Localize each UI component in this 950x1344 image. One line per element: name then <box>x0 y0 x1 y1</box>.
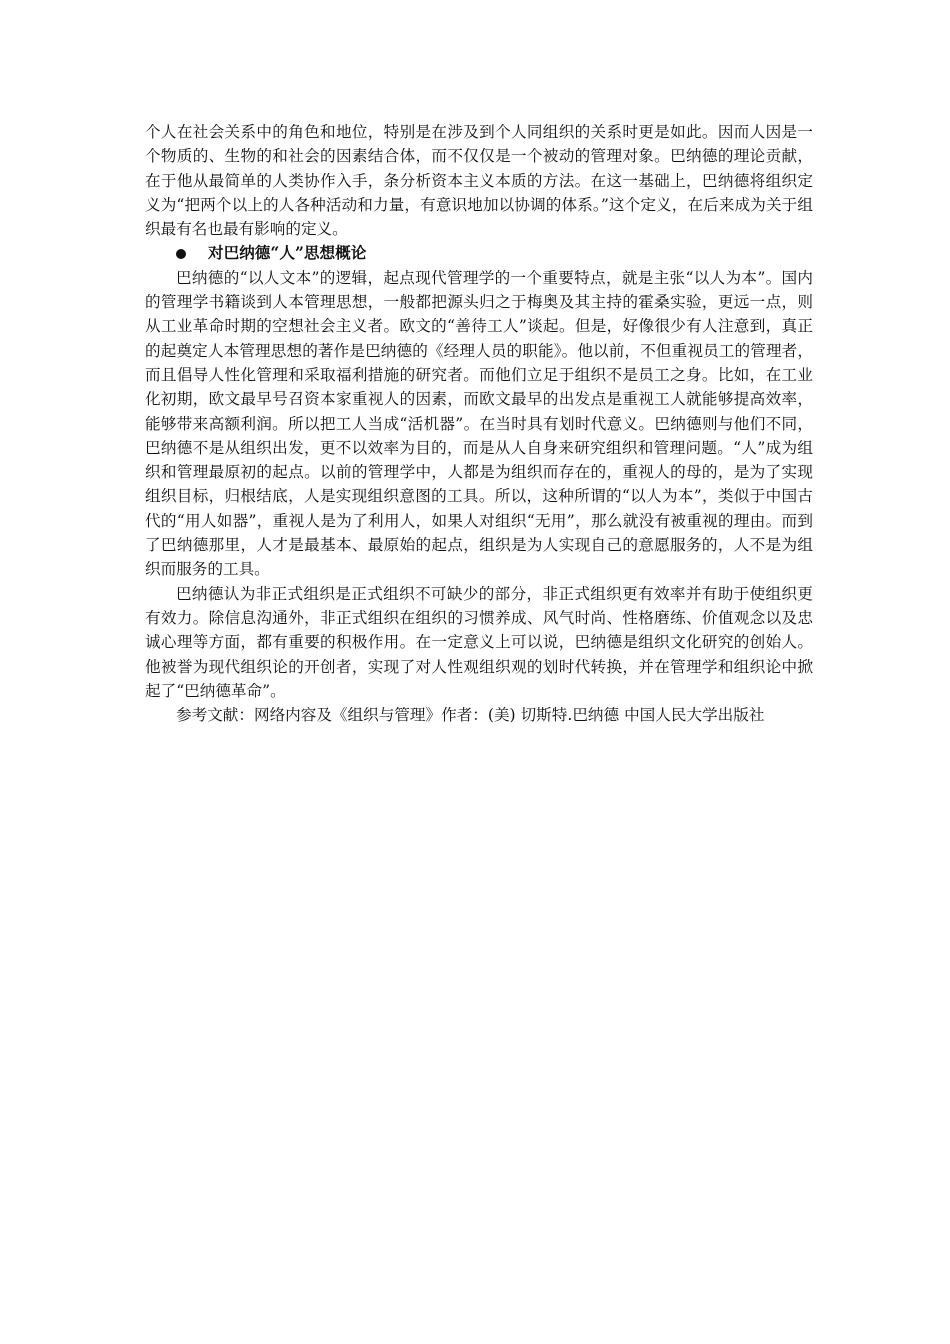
bullet-icon <box>176 249 186 259</box>
reference-line: 参考文献：网络内容及《组织与管理》作者：(美) 切斯特.巴纳德 中国人民大学出版社 <box>176 706 765 725</box>
body-paragraph-1: 巴纳德的“以人文本”的逻辑，起点现代管理学的一个重要特点，就是主张“以人为本”。国内的管理学书籍谈到人本管理思想，一般都把源头归之于梅奥及其主持的霍桑实验，更远一点，则从工业革命时期的空想社会主义者。欧文的“善待工人”谈起。但是，好像很少有人注意到，真正的起奠定人本管理思想的著作是巴纳德的《经理人员的职能》。他以前，不但重视员工的管理者，而且倡导人性化管理和采取福利措施的研究者。而他们立足于组织不是员工之身。比如，在工业化初期，欧文最早号召资本家重视人的因素，而欧文最早的出发点是重视工人就能够提高效率，能够带来高额利润。所以把工人当成“活机器”。在当时具有划时代意义。巴纳德则与他们不同，巴纳德不是从组织出发，更不以效率为目的，而是从人自身来研究组织和管理问题。“人”成为组织和管理最原初的起点。以前的管理学中，人都是为组织而存在的，重视人的母的，是为了实现组织目标，归根结底，人是实现组织意图的工具。所以，这种所谓的“以人为本”，类似于中国古代的“用人如器”，重视人是为了利用人，如果人对组织“无用”，那么就没有被重视的理由。而到了巴纳德那里，人才是最基本、最原始的起点，组织是为人实现自己的意愿服务的，人不是为组织而服务的工具。 <box>145 268 813 579</box>
section-heading-text: 对巴纳德“人”思想概论 <box>208 243 367 263</box>
body-paragraph-2: 巴纳德认为非正式组织是正式组织不可缺少的部分，非正式组织更有效率并有助于使组织更有效力。除信息沟通外，非正式组织在组织的习惯养成、风气时尚、性格磨练、价值观念以及忠诚心理等方面，都有重要的积极作用。在一定意义上可以说，巴纳德是组织文化研究的创始人。他被誉为现代组织论的开创者，实现了对人性观组织观的划时代转换，并在管理学和组织论中掀起了“巴纳德革命”。 <box>145 584 813 700</box>
intro-paragraph: 个人在社会关系中的角色和地位，特别是在涉及到个人同组织的关系时更是如此。因而人因是一个物质的、生物的和社会的因素结合体，而不仅仅是一个被动的管理对象。巴纳德的理论贡献，在于他从最简单的人类协作入手，条分析资本主义本质的方法。在这一基础上，巴纳德将组织定义为“把两个以上的人各种活动和力量，有意识地加以协调的体系。”这个定义，在后来成为关于组织最有名也最有影响的定义。 <box>145 123 813 239</box>
section-heading <box>145 241 813 265</box>
document-page <box>145 120 813 727</box>
